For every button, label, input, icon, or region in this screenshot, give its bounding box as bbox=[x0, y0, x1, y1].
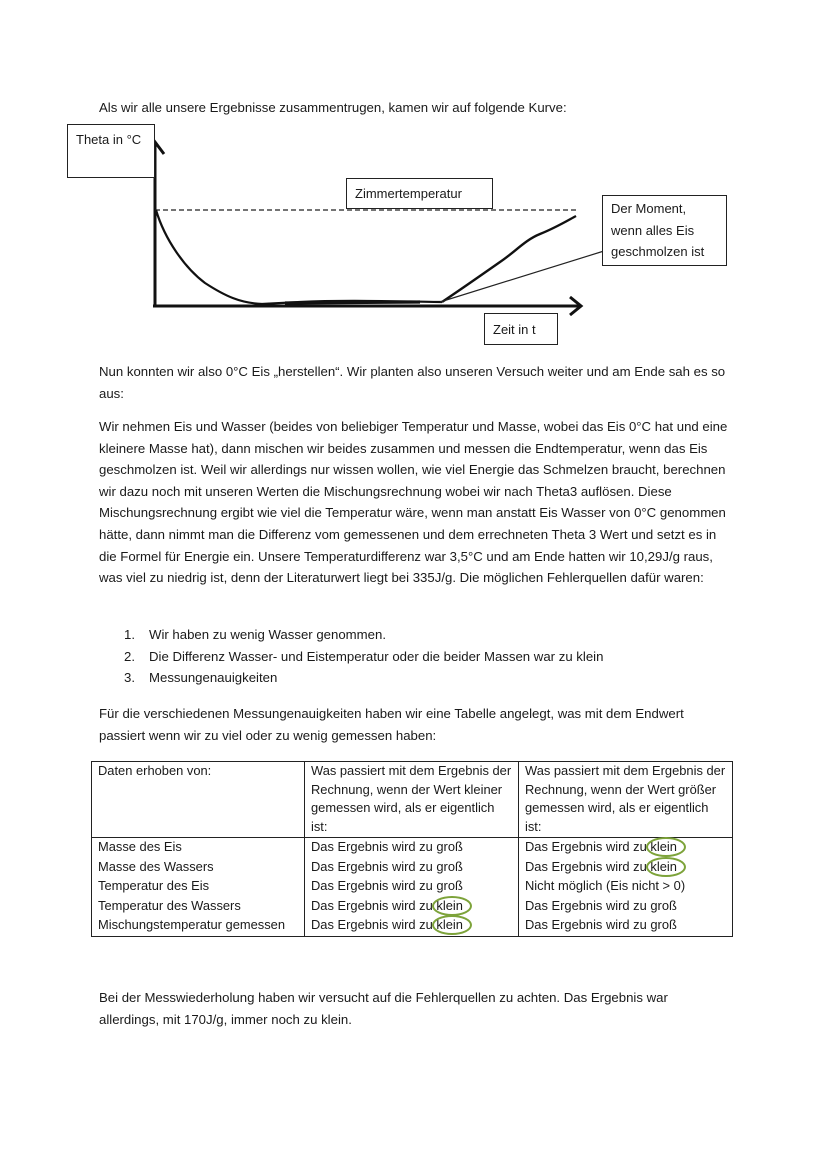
table-row: Temperatur des Eis Das Ergebnis wird zu groß Nicht möglich (Eis nicht > 0) bbox=[92, 877, 733, 897]
table-row: Masse des Eis Das Ergebnis wird zu groß Das Ergebnis wird zu klein bbox=[92, 838, 733, 858]
room-temperature-label: Zimmertemperatur bbox=[346, 178, 493, 209]
table-row: Masse des Wassers Das Ergebnis wird zu groß Das Ergebnis wird zu klein bbox=[92, 858, 733, 878]
table-header-cell: Was passiert mit dem Ergebnis der Rechnung, wenn der Wert kleiner gemessen wird, als er eigentlich ist: bbox=[305, 762, 519, 838]
circled-word: klein bbox=[650, 838, 677, 857]
paragraph-4: Bei der Messwiederholung haben wir versucht auf die Fehlerquellen zu achten. Das Ergebnis war allerdings, mit 170J/g, immer noch zu klein. bbox=[99, 990, 668, 1027]
paragraph-3: Für die verschiedenen Messungenauigkeiten haben wir eine Tabelle angelegt, was mit dem Endwert passiert wenn wir zu viel oder zu wenig gemessen haben: bbox=[99, 706, 684, 743]
y-axis-label: Theta in °C bbox=[67, 124, 155, 178]
annotation-pointer bbox=[440, 251, 604, 302]
circled-word: klein bbox=[436, 916, 463, 935]
error-sources-list bbox=[99, 624, 603, 689]
table-header-cell: Daten erhoben von: bbox=[92, 762, 305, 838]
temperature-curve-rise bbox=[442, 216, 576, 302]
list-item: 3. Messungenauigkeiten bbox=[124, 670, 278, 686]
measurement-table bbox=[91, 761, 733, 937]
list-item: 1. Wir haben zu wenig Wasser genommen. bbox=[124, 627, 386, 642]
annotation-box: Der Moment, wenn alles Eis geschmolzen ist bbox=[602, 195, 727, 266]
list-item: 2. Die Differenz Wasser- und Eistemperatur oder die beider Massen war zu klein bbox=[124, 648, 604, 664]
temperature-curve bbox=[156, 210, 442, 304]
x-axis-label: Zeit in t bbox=[484, 313, 558, 345]
table-header-cell: Was passiert mit dem Ergebnis der Rechnung, wenn der Wert größer gemessen wird, als er eigentlich ist: bbox=[519, 762, 733, 838]
paragraph-1: Nun konnten wir also 0°C Eis „herstellen“. Wir planten also unseren Versuch weiter und am Ende sah es so aus: bbox=[99, 364, 726, 401]
plateau-thick bbox=[285, 302, 420, 303]
table-row: Temperatur des Wassers Das Ergebnis wird zu klein Das Ergebnis wird zu groß bbox=[92, 897, 733, 917]
table-row: Mischungstemperatur gemessen Das Ergebnis wird zu klein Das Ergebnis wird zu groß bbox=[92, 916, 733, 936]
circled-word: klein bbox=[436, 897, 463, 916]
intro-text: Als wir alle unsere Ergebnisse zusammentrugen, kamen wir auf folgende Kurve: bbox=[99, 100, 567, 115]
paragraph-2: Wir nehmen Eis und Wasser (beides von beliebiger Temperatur und Masse, wobei das Eis 0°C hat und eine kleinere Masse hat), dann mischen wir beides zusammen und messen die Endtemperatur, wenn das Eis geschmolzen ist. Weil wir allerdings nur wissen wollen, wie viel Energie das Schmelzen braucht, berechnen wir dazu noch mit unseren Werten die Mischungsrechnung wobei wir nach Theta3 auflösen. Diese Mischungsrechnung ergibt wie viel die Temperatur wäre, wenn man anstatt Eis Wasser von 0°C genommen hätte, dann nimmt man die Differenz vom gemessenen und dem errechneten Theta 3 Wert und setzt es in die Formel für Energie ein. Unsere Temperaturdifferenz war 3,5°C und am Ende hatten wir 10,29J/g raus, was viel zu niedrig ist, denn der Literaturwert liegt bei 335J/g. Die möglichen Fehlerquellen dafür waren: bbox=[99, 419, 728, 586]
circled-word: klein bbox=[650, 858, 677, 877]
table-header-row bbox=[92, 762, 733, 838]
